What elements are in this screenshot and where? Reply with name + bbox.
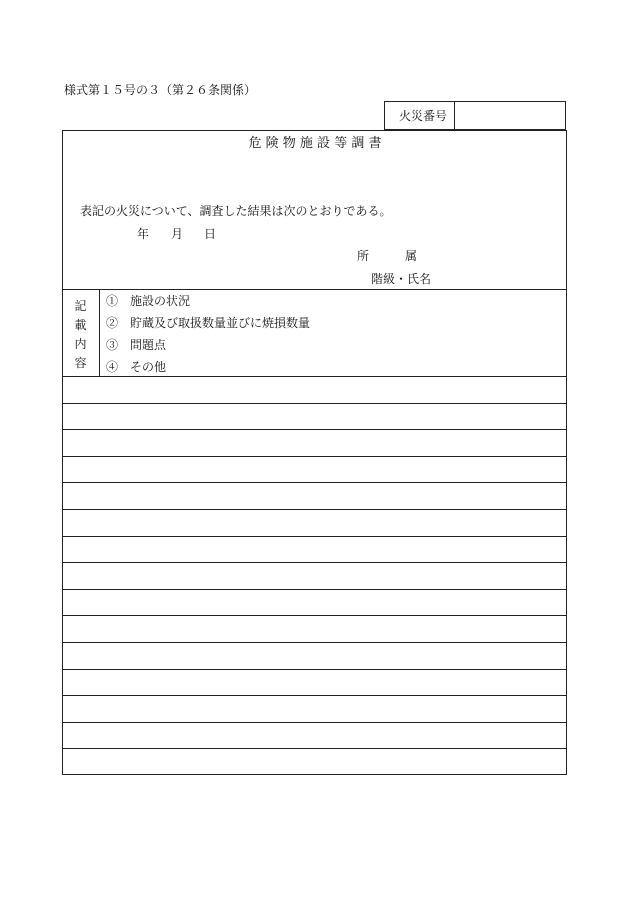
- ruled-line: [62, 615, 567, 616]
- section-label-char: 内: [74, 337, 87, 351]
- form-label: 様式第１５号の３（第２６条関係）: [64, 83, 257, 97]
- ruled-line: [62, 536, 567, 537]
- section-label-char: 容: [74, 356, 87, 370]
- ruled-writing-area[interactable]: [62, 376, 567, 775]
- list-item: ① 施設の状況: [106, 294, 191, 308]
- ruled-line: [62, 748, 567, 749]
- statement-text: 表記の火災について、調査した結果は次のとおりである。: [80, 204, 392, 218]
- section-label: [62, 297, 99, 373]
- ruled-line: [62, 376, 567, 377]
- ruled-line: [62, 722, 567, 723]
- ruled-line: [62, 403, 567, 404]
- ruled-line: [62, 509, 567, 510]
- date-month-label: 月: [171, 227, 184, 241]
- form-title: 危 険 物 施 設 等 調 書: [248, 136, 382, 151]
- ruled-line: [62, 456, 567, 457]
- ruled-line: [62, 642, 567, 643]
- rank-name-label: 階級・氏名: [371, 272, 432, 286]
- ruled-line: [62, 482, 567, 483]
- ruled-line: [62, 669, 567, 670]
- ruled-line: [62, 562, 567, 563]
- section-label-char: 載: [74, 318, 87, 332]
- list-item: ③ 問題点: [106, 338, 167, 352]
- ruled-line: [62, 589, 567, 590]
- affiliation-label: 所 属: [357, 249, 418, 263]
- ruled-line: [62, 429, 567, 430]
- ruled-line: [62, 695, 567, 696]
- list-item: ④ その他: [106, 360, 167, 374]
- date-day-label: 日: [204, 227, 217, 241]
- fire-number-field[interactable]: [455, 102, 565, 129]
- fire-number-label: 火災番号: [399, 109, 448, 123]
- fire-number-box: [384, 101, 566, 130]
- date-year-label: 年: [137, 227, 150, 241]
- list-item: ② 貯蔵及び取扱数量並びに焼損数量: [106, 316, 311, 330]
- section-label-char: 記: [74, 299, 87, 313]
